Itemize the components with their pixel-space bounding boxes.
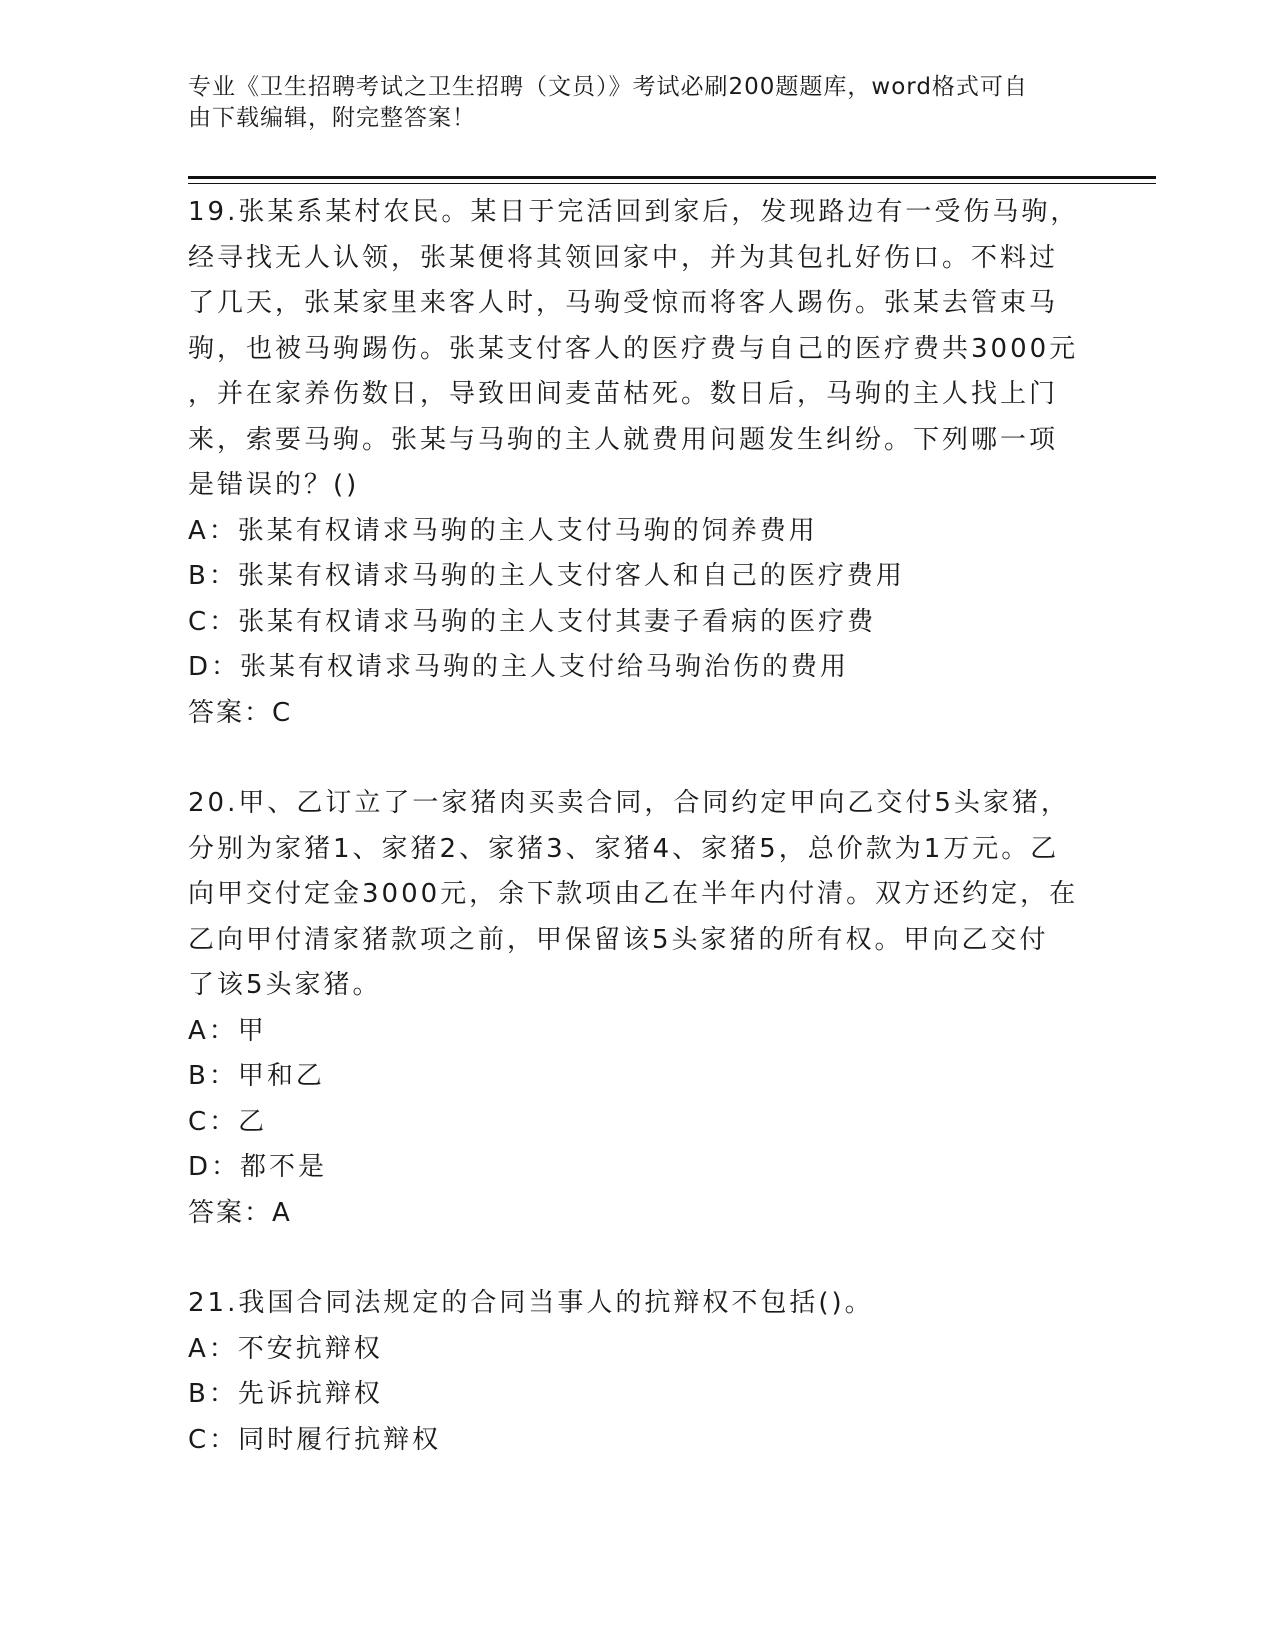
question-20 [188,781,1088,1236]
option-a: A：张某有权请求马驹的主人支付马驹的饲养费用 [188,515,818,546]
question-spacer [188,1236,1088,1281]
option-c: C：乙 [188,1106,268,1137]
option-b: B：张某有权请求马驹的主人支付客人和自己的医疗费用 [188,561,905,591]
question-spacer [188,736,1088,781]
question-text: 20.甲、乙订立了一家猪肉买卖合同，合同约定甲向乙交付5头家猪， 分别为家猪1、家猪2、家猪3、家猪4、家猪5，总价款为1万元。乙 向甲交付定金3000元，余下款项由乙在半年内付清。双方还约定，在 乙向甲付清家猪款项之前，甲保留该5头家猪的所有权。甲向乙交付 了该5头家猪。 [188,788,1079,1000]
question-21 [188,1281,1088,1463]
option-d: D：都不是 [188,1152,328,1182]
option-a: A：不安抗辩权 [188,1333,383,1364]
question-19 [188,190,1088,736]
option-c: C：同时履行抗辩权 [188,1424,442,1455]
option-b: B：甲和乙 [188,1061,325,1091]
option-d: D：张某有权请求马驹的主人支付给马驹治伤的费用 [188,652,850,682]
header-line-1: 专业《卫生招聘考试之卫生招聘（文员）》考试必刷200题题库，word格式可自 [188,74,1028,100]
option-b: B：先诉抗辩权 [188,1379,383,1409]
option-c: C：张某有权请求马驹的主人支付其妻子看病的医疗费 [188,606,877,637]
option-a: A：甲 [188,1015,267,1046]
answer: 答案：C [188,697,293,728]
answer: 答案：A [188,1197,292,1228]
header-divider-thick [188,176,1156,179]
question-text: 19.张某系某村农民。某日于完活回到家后，发现路边有一受伤马驹， 经寻找无人认领，张某便将其领回家中，并为其包扎好伤口。不料过 了几天，张某家里来客人时，马驹受惊而将客人踢伤。张某去管束马 驹，也被马驹踢伤。张某支付客人的医疗费与自己的医疗费共3000元 ，并在家养伤数日，导致田间麦苗枯死。数日后，马驹的主人找上门 来，索要马驹。张某与马驹的主人就费用问题发生纠纷。下列哪一项 是错误的？() [188,197,1080,500]
header-divider-thin [188,183,1156,184]
question-list [188,190,1088,1463]
question-text: 21.我国合同法规定的合同当事人的抗辩权不包括()。 [188,1288,874,1318]
header-line-2: 由下载编辑，附完整答案！ [188,105,476,131]
document-header [188,72,1068,134]
